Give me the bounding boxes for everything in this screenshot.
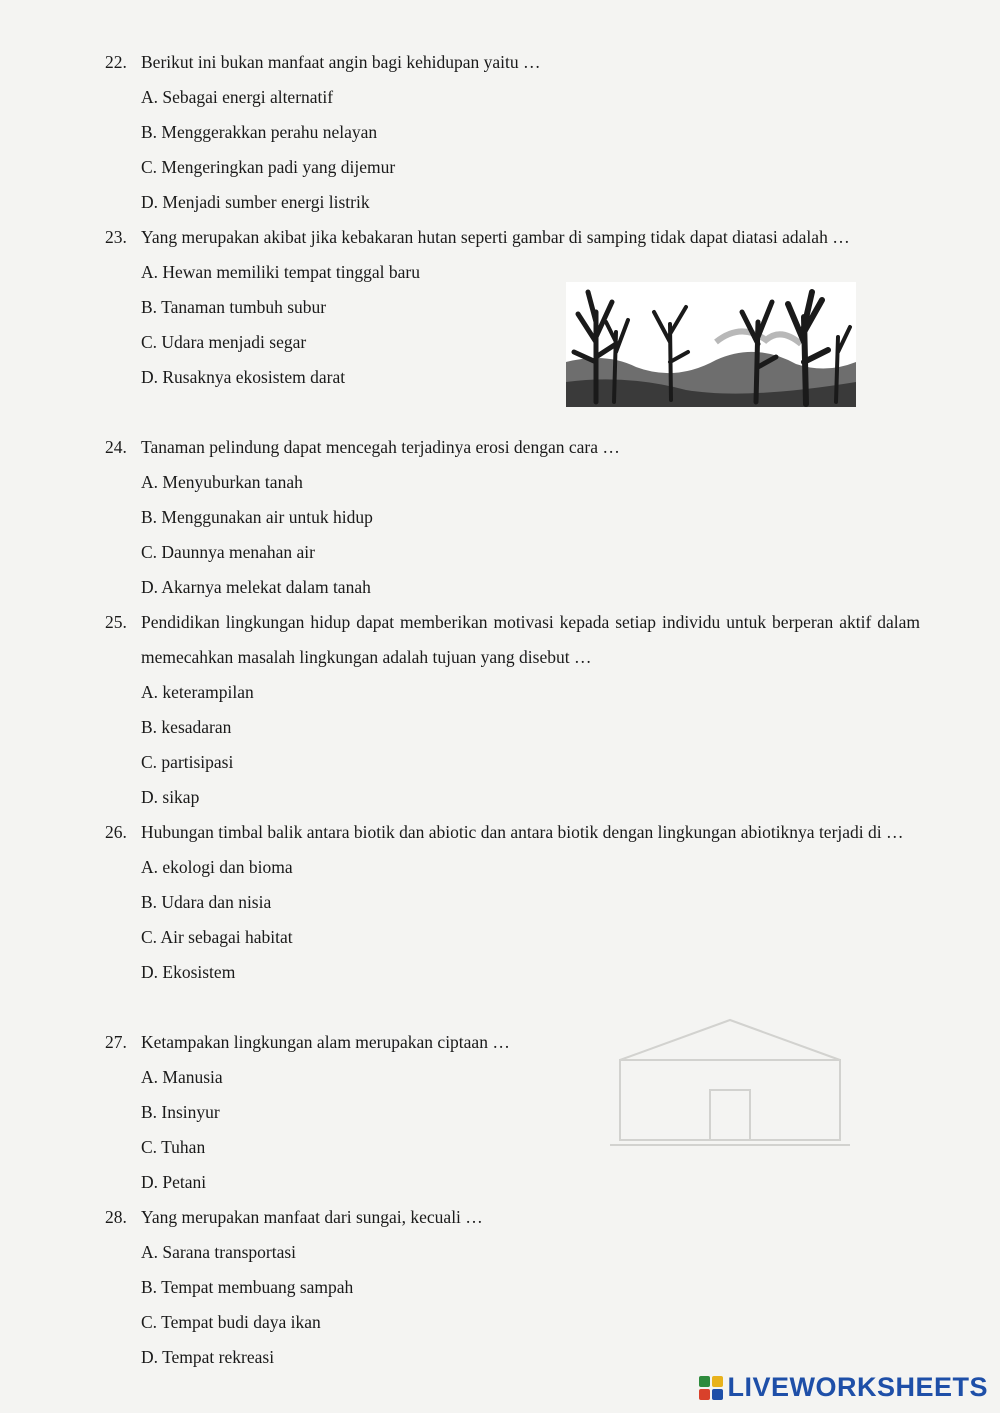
liveworksheets-logo[interactable] — [699, 1372, 988, 1403]
question-26 — [105, 815, 920, 990]
option-b[interactable]: B. Menggunakan air untuk hidup — [141, 507, 373, 527]
burned-forest-illustration — [566, 282, 856, 407]
option-d[interactable]: D. Menjadi sumber energi listrik — [141, 192, 370, 212]
option-a[interactable]: A. Menyuburkan tanah — [141, 472, 303, 492]
option-c[interactable]: C. Tempat budi daya ikan — [141, 1312, 321, 1332]
option-d[interactable]: D. Rusaknya ekosistem darat — [141, 367, 346, 387]
option-b[interactable]: B. Tanaman tumbuh subur — [141, 297, 327, 317]
question-number: 22. — [105, 52, 127, 72]
question-stem: Pendidikan lingkungan hidup dapat memberikan motivasi kepada setiap individu untuk berperan aktif dalam memecahkan masalah lingkungan adalah tujuan yang disebut … — [141, 612, 920, 667]
option-b[interactable]: B. Menggerakkan perahu nelayan — [141, 122, 378, 142]
question-number: 24. — [105, 437, 127, 457]
question-number: 27. — [105, 1032, 127, 1052]
question-28 — [105, 1200, 920, 1375]
option-c[interactable]: C. Tuhan — [141, 1137, 206, 1157]
option-d[interactable]: D. Akarnya melekat dalam tanah — [141, 577, 371, 597]
option-b[interactable]: B. Tempat membuang sampah — [141, 1277, 354, 1297]
option-b[interactable]: B. Udara dan nisia — [141, 892, 272, 912]
question-number: 26. — [105, 822, 127, 842]
liveworksheets-logo-icon — [699, 1376, 723, 1400]
option-a[interactable]: A. Sebagai energi alternatif — [141, 87, 334, 107]
question-22 — [105, 45, 920, 220]
option-a[interactable]: A. Sarana transportasi — [141, 1242, 297, 1262]
question-stem: Yang merupakan manfaat dari sungai, kecuali … — [141, 1207, 483, 1227]
question-number: 23. — [105, 227, 127, 247]
brand-name: LIVEWORKSHEETS — [727, 1372, 988, 1402]
question-number: 28. — [105, 1207, 127, 1227]
question-27 — [105, 1025, 920, 1200]
option-c[interactable]: C. Udara menjadi segar — [141, 332, 307, 352]
option-a[interactable]: A. Hewan memiliki tempat tinggal baru — [141, 262, 420, 282]
option-d[interactable]: D. Petani — [141, 1172, 207, 1192]
question-stem: Yang merupakan akibat jika kebakaran hutan seperti gambar di samping tidak dapat diatasi adalah … — [141, 227, 850, 247]
question-stem: Hubungan timbal balik antara biotik dan abiotic dan antara biotik dengan lingkungan abiotiknya terjadi di … — [141, 822, 904, 842]
option-d[interactable]: D. sikap — [141, 787, 200, 807]
question-24 — [105, 430, 920, 605]
option-d[interactable]: D. Ekosistem — [141, 962, 236, 982]
option-c[interactable]: C. partisipasi — [141, 752, 234, 772]
option-b[interactable]: B. Insinyur — [141, 1102, 220, 1122]
option-a[interactable]: A. keterampilan — [141, 682, 254, 702]
option-a[interactable]: A. Manusia — [141, 1067, 223, 1087]
option-c[interactable]: C. Air sebagai habitat — [141, 927, 293, 947]
question-stem: Tanaman pelindung dapat mencegah terjadinya erosi dengan cara … — [141, 437, 620, 457]
option-c[interactable]: C. Mengeringkan padi yang dijemur — [141, 157, 396, 177]
option-c[interactable]: C. Daunnya menahan air — [141, 542, 315, 562]
option-d[interactable]: D. Tempat rekreasi — [141, 1347, 275, 1367]
question-25 — [105, 605, 920, 815]
question-stem: Ketampakan lingkungan alam merupakan ciptaan … — [141, 1032, 510, 1052]
question-stem: Berikut ini bukan manfaat angin bagi kehidupan yaitu … — [141, 52, 541, 72]
question-number: 25. — [105, 612, 127, 632]
option-a[interactable]: A. ekologi dan bioma — [141, 857, 293, 877]
option-b[interactable]: B. kesadaran — [141, 717, 232, 737]
